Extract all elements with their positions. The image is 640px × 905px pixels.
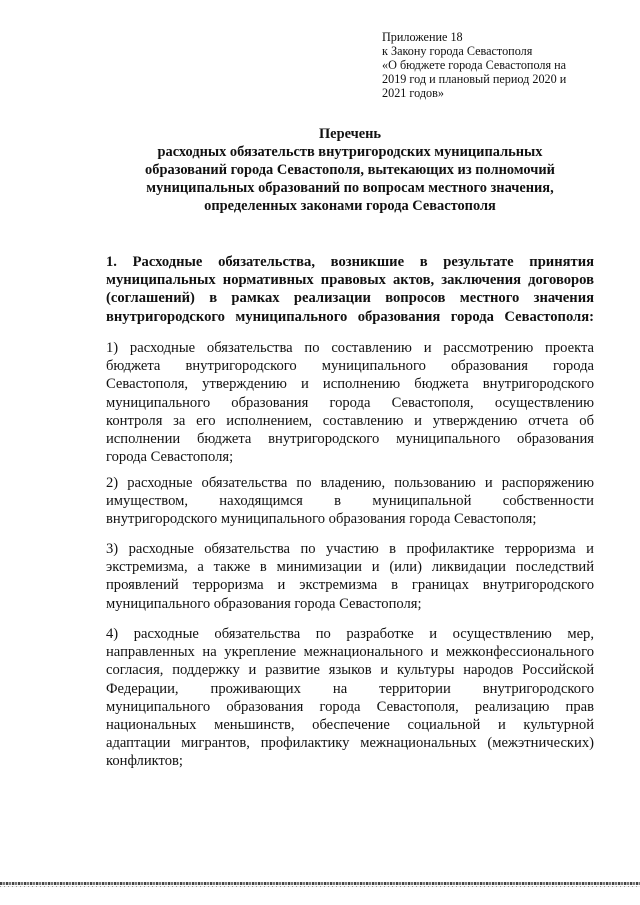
- list-item-1: [106, 339, 594, 466]
- paragraph-line: имуществом, находящимся в муниципальной собственности: [106, 493, 594, 510]
- title-line: определенных законами города Севастополя: [204, 198, 496, 214]
- paragraph-line: 2) расходные обязательства по владению, пользованию и распоряжению: [106, 475, 594, 491]
- title-line: муниципальных образований по вопросам местного значения,: [146, 180, 554, 196]
- paragraph-line: внутригородского муниципального образования города Севастополя;: [106, 511, 537, 528]
- document-title: [90, 125, 610, 215]
- paragraph-line: адаптации мигрантов, профилактику межнациональных (межэтнических): [106, 735, 594, 752]
- list-item-4: [106, 625, 594, 771]
- paragraph-line: внутригородского муниципального образования города Севастополя:: [106, 308, 594, 325]
- paragraph-line: экстремизма, а также в минимизации и (или) ликвидации последствий: [106, 559, 594, 576]
- paragraph-line: муниципального образования города Севастополя, осуществлению: [106, 394, 594, 411]
- paragraph-line: 3) расходные обязательства по участию в профилактике терроризма и: [106, 541, 594, 557]
- list-item-3: [106, 540, 594, 613]
- paragraph-line: контроля за его исполнением, составлению и утверждению отчета об: [106, 412, 594, 429]
- paragraph-line: муниципального образования города Севастополя, реализацию прав: [106, 698, 594, 715]
- paragraph-line: национальных меньшинств, обеспечение социальной и культурной: [106, 717, 594, 734]
- title-line: образований города Севастополя, вытекающих из полномочий: [145, 162, 555, 178]
- paragraph-line: 4) расходные обязательства по разработке и осуществлению мер,: [106, 626, 594, 642]
- paragraph-line: направленных на укрепление межнационального и межконфессионального: [106, 644, 594, 661]
- paragraph-line: проявлений терроризма и экстремизма в границах внутригородского: [106, 577, 594, 594]
- paragraph-line: согласия, поддержку и развитие языков и культуры народов Российской: [106, 662, 594, 679]
- paragraph-line: Федерации, проживающих на территории внутригородского: [106, 680, 594, 697]
- paragraph-line: 1. Расходные обязательства, возникшие в результате принятия: [106, 254, 594, 270]
- title-heading: Перечень: [318, 126, 382, 142]
- appendix-line: «О бюджете города Севастополя на: [382, 58, 567, 72]
- paragraph-line: Севастополя, утверждению и исполнению бюджета внутригородского: [106, 376, 594, 393]
- paragraph-line: города Севастополя;: [106, 449, 234, 466]
- paragraph-line: 1) расходные обязательства по составлению и рассмотрению проекта: [106, 340, 594, 356]
- scan-edge-artifact: [0, 882, 640, 885]
- paragraph-line: муниципальных нормативных правовых актов, заключения договоров: [106, 272, 594, 289]
- scan-edge-artifact: [0, 886, 640, 887]
- list-item-2: [106, 474, 594, 529]
- appendix-line: к Закону города Севастополя: [382, 44, 533, 58]
- appendix-line: Приложение 18: [382, 30, 463, 44]
- paragraph-line: бюджета внутригородского муниципального образования города: [106, 358, 594, 375]
- section-1-heading: [106, 253, 594, 326]
- paragraph-line: (соглашений) в рамках реализации вопросов местного значения: [106, 290, 594, 307]
- title-line: расходных обязательств внутригородских муниципальных: [157, 144, 543, 160]
- appendix-line: 2021 годов»: [382, 86, 445, 100]
- appendix-line: 2019 год и плановый период 2020 и: [382, 72, 567, 86]
- appendix-header: [382, 30, 622, 100]
- paragraph-line: исполнении бюджета внутригородского муниципального образования: [106, 431, 594, 448]
- paragraph-line: конфликтов;: [106, 753, 183, 770]
- paragraph-line: муниципального образования города Севастополя;: [106, 595, 422, 612]
